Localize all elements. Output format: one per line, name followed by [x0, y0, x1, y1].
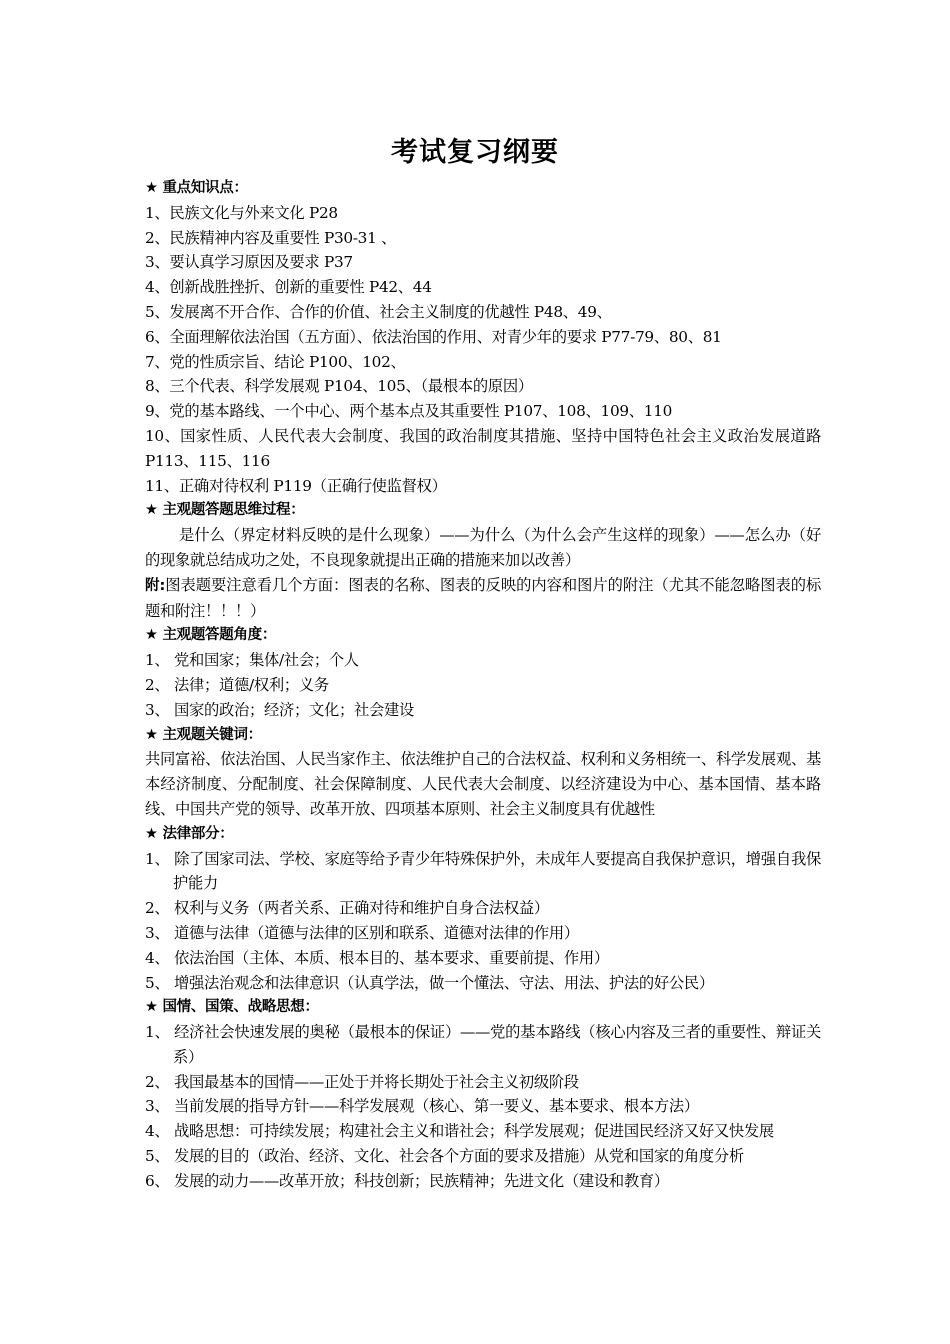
list-item: 1、 党和国家；集体/社会；个人 [145, 651, 359, 670]
list-item: 2、 法律；道德/权利；义务 [145, 675, 329, 694]
section-heading-keywords: ★ 主观题关键词： [145, 726, 262, 743]
list-item: 3、 道德与法律（道德与法律的区别和联系、道德对法律的作用） [145, 923, 579, 942]
list-item: 1、 经济社会快速发展的奥秘（最根本的保证）——党的基本路线（核心内容及三者的重要性、辩证关系） [145, 1023, 821, 1066]
section-heading-key-points: ★ 重点知识点： [145, 180, 248, 196]
list-item: 4、 依法治国（主体、本质、根本目的、基本要求、重要前提、作用） [145, 948, 609, 967]
list-item: 9、党的基本路线、一个中心、两个基本点及其重要性 P107、108、109、110 [145, 402, 673, 421]
document-body [145, 176, 821, 1194]
list-item: 1、民族文化与外来文化 P28 [145, 203, 338, 222]
list-item: 2、 权利与义务（两者关系、正确对待和维护自身合法权益） [145, 899, 549, 918]
list-item: 2、民族精神内容及重要性 P30-31 、 [145, 228, 397, 247]
list-item: 2、 我国最基本的国情——正处于并将长期处于社会主义初级阶段 [145, 1072, 579, 1091]
list-item: 5、 增强法治观念和法律意识（认真学法，做一个懂法、守法、用法、护法的好公民） [145, 973, 714, 992]
section-heading-thinking-process: ★ 主观题答题思维过程： [145, 502, 305, 519]
section-heading-strategy: ★ 国情、国策、战略思想： [145, 999, 319, 1016]
list-item: 10、国家性质、人民代表大会制度、我国的政治制度其措施、坚持中国特色社会主义政治发展道路 P113、115、116 [145, 426, 821, 470]
list-item: 4、创新战胜挫折、创新的重要性 P42、44 [145, 278, 432, 297]
list-item: 5、发展离不开合作、合作的价值、社会主义制度的优越性 P48、49、 [145, 302, 612, 321]
list-item: 8、三个代表、科学发展观 P104、105、（最根本的原因） [145, 377, 533, 396]
section-heading-law: ★ 法律部分： [145, 825, 234, 842]
list-item: 4、 战略思想：可持续发展；构建社会主义和谐社会；科学发展观；促进国民经济又好又快发展 [145, 1122, 774, 1141]
keywords-text: 共同富裕、依法治国、人民当家作主、依法维护自己的合法权益、权利和义务相统一、科学发展观、基本经济制度、分配制度、社会保障制度、人民代表大会制度、以经济建设为中心、基本国情、基本路线、中国共产党的领导、改革开放、四项基本原则、社会主义制度具有优越性 [145, 750, 821, 818]
list-item: 1、 除了国家司法、学校、家庭等给予青少年特殊保护外，未成年人要提高自我保护意识，增强自我保护能力 [145, 849, 821, 893]
note-text: 图表题要注意看几个方面：图表的名称、图表的反映的内容和图片的附注（尤其不能忽略图表的标题和附注！！！） [145, 575, 821, 620]
list-item: 7、党的性质宗旨、结论 P100、102、 [145, 352, 406, 371]
list-item: 3、 国家的政治；经济；文化；社会建设 [145, 700, 414, 719]
page-title: 考试复习纲要 [391, 137, 559, 168]
note-label: 附: [145, 577, 165, 594]
list-item: 3、要认真学习原因及要求 P37 [145, 253, 353, 272]
list-item: 6、全面理解依法治国（五方面）、依法治国的作用、对青少年的要求 P77-79、80、81 [145, 327, 722, 346]
thinking-process-text: 是什么（界定材料反映的是什么现象）——为什么（为什么会产生这样的现象）——怎么办（好的现象就总结成功之处，不良现象就提出正确的措施来加以改善） [145, 526, 821, 569]
list-item: 11、正确对待权利 P119（正确行使监督权） [145, 476, 447, 495]
section-heading-angles: ★ 主观题答题角度： [145, 627, 277, 644]
list-item: 6、 发展的动力——改革开放；科技创新；民族精神；先进文化（建设和教育） [145, 1171, 669, 1190]
chart-question-note [145, 573, 821, 624]
list-item: 3、 当前发展的指导方针——科学发展观（核心、第一要义、基本要求、根本方法） [145, 1097, 699, 1116]
list-item: 5、 发展的目的（政治、经济、文化、社会各个方面的要求及措施）从党和国家的角度分析 [145, 1147, 744, 1166]
